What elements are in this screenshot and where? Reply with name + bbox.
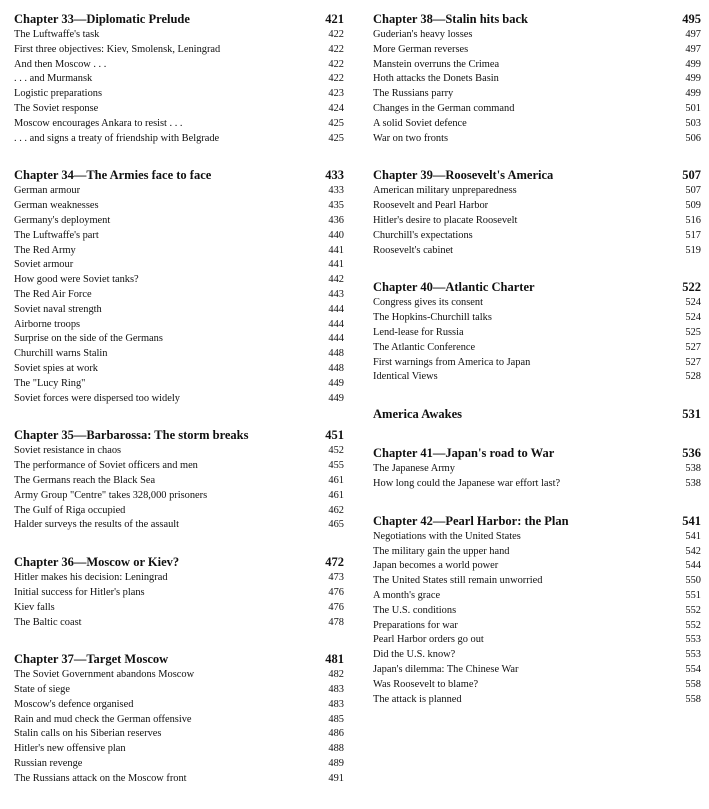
chapter-heading: [373, 514, 701, 529]
toc-entry: [14, 332, 344, 347]
entry-title: The United States still remain unworried: [373, 575, 543, 587]
entry-title: Airborne troops: [14, 318, 81, 330]
chapter-heading: [373, 280, 701, 295]
entry-title: Roosevelt's cabinet: [373, 244, 454, 256]
toc-entry: [14, 244, 344, 259]
entry-title: Moscow encourages Ankara to resist . . .: [14, 117, 183, 129]
chapter-title: Chapter 34—The Armies face to face: [14, 168, 212, 183]
chapter-block: [14, 652, 344, 786]
chapter-title: Chapter 33—Diplomatic Prelude: [14, 12, 190, 26]
entry-title: State of siege: [14, 684, 70, 696]
entry-title: The Red Air Force: [14, 288, 92, 300]
entry-page-number: 425: [328, 117, 344, 129]
entry-title: Guderian's heavy losses: [373, 29, 473, 40]
toc-entry: [373, 619, 701, 634]
entry-title: Surprise on the side of the Germans: [14, 333, 163, 345]
toc-entry: [14, 586, 344, 601]
chapter-heading: [14, 652, 344, 667]
chapter-heading: [14, 555, 344, 570]
toc-entry: [14, 616, 344, 631]
chapter-page-number: 421: [325, 12, 344, 26]
toc-entry: [14, 102, 344, 117]
toc-entry: [14, 474, 344, 489]
entry-page-number: 423: [328, 88, 344, 100]
entry-page-number: 486: [328, 728, 344, 740]
entry-title: German armour: [14, 185, 81, 197]
toc-entry: [14, 132, 344, 147]
entry-page-number: 455: [328, 460, 344, 472]
entry-page-number: 476: [328, 586, 344, 598]
entry-title: Lend-lease for Russia: [373, 326, 464, 338]
entry-page-number: 461: [328, 489, 344, 501]
toc-entry: [373, 648, 701, 663]
entry-title: Japan becomes a world power: [373, 560, 499, 572]
toc-entry: [14, 347, 344, 362]
toc-entry: [14, 214, 344, 229]
toc-entry: [373, 132, 701, 147]
entry-page-number: 554: [685, 663, 701, 675]
entry-title: The Soviet response: [14, 102, 99, 114]
entry-page-number: 528: [685, 371, 701, 383]
toc-entry: [373, 341, 701, 356]
entry-title: The Gulf of Riga occupied: [14, 504, 126, 516]
entry-page-number: 433: [328, 185, 344, 197]
entry-title: Manstein overruns the Crimea: [373, 58, 500, 70]
entry-page-number: 499: [685, 88, 701, 100]
entry-title: Identical Views: [373, 371, 438, 383]
toc-entry: [14, 392, 344, 407]
toc-entry: [14, 683, 344, 698]
entry-page-number: 527: [685, 356, 701, 368]
toc-entry: [14, 303, 344, 318]
entry-title: Soviet forces were dispersed too widely: [14, 392, 180, 404]
entry-title: First warnings from America to Japan: [373, 356, 531, 368]
toc-entry: [373, 589, 701, 604]
entry-page-number: 444: [328, 318, 344, 330]
entry-title: Stalin calls on his Siberian reserves: [14, 728, 162, 740]
chapter-block: [14, 168, 344, 406]
entry-title: Congress gives its consent: [373, 297, 483, 309]
entry-title: . . . and Murmansk: [14, 73, 93, 85]
entry-page-number: 482: [328, 669, 344, 681]
entry-title: Army Group "Centre" takes 328,000 prisoners: [14, 489, 208, 501]
toc-entry: [14, 28, 344, 43]
toc-entry: [14, 72, 344, 87]
toc-entry: [14, 377, 344, 392]
entry-page-number: 462: [328, 504, 344, 516]
entry-title: First three objectives: Kiev, Smolensk, Leningrad: [14, 43, 221, 55]
toc-entry: [373, 184, 701, 199]
toc-entry: [14, 772, 344, 787]
entry-title: Hitler's new offensive plan: [14, 743, 126, 755]
chapter-title: Chapter 35—Barbarossa: The storm breaks: [14, 428, 249, 443]
entry-title: . . . and signs a treaty of friendship with Belgrade: [14, 132, 220, 144]
toc-entry: [14, 184, 344, 199]
entry-title: The U.S. conditions: [373, 604, 457, 616]
chapter-heading: [14, 12, 344, 27]
toc-entry: [373, 678, 701, 693]
toc-entry: [14, 571, 344, 586]
entry-title: Russian revenge: [14, 758, 83, 770]
chapter-title: America Awakes: [373, 407, 462, 422]
entry-page-number: 461: [328, 474, 344, 486]
toc-entry: [14, 489, 344, 504]
entry-page-number: 553: [685, 634, 701, 646]
entry-page-number: 507: [685, 185, 701, 197]
entry-title: The Japanese Army: [373, 463, 455, 475]
entry-title: The Red Army: [14, 244, 76, 256]
chapter-heading: [14, 168, 344, 183]
entry-page-number: 558: [685, 678, 701, 690]
entry-title: Was Roosevelt to blame?: [373, 678, 479, 690]
toc-entry: [373, 43, 701, 58]
entry-title: The Germans reach the Black Sea: [14, 474, 156, 486]
entry-title: A solid Soviet defence: [373, 117, 467, 129]
entry-page-number: 542: [685, 545, 701, 557]
entry-page-number: 503: [685, 117, 701, 129]
toc-entry: [14, 318, 344, 333]
toc-entry: [373, 693, 701, 708]
entry-title: Moscow's defence organised: [14, 698, 134, 710]
entry-page-number: 544: [685, 560, 701, 572]
entry-page-number: 483: [328, 698, 344, 710]
chapter-heading: [373, 407, 701, 422]
entry-page-number: 538: [685, 477, 701, 489]
entry-page-number: 444: [328, 303, 344, 315]
entry-page-number: 422: [328, 43, 344, 55]
chapter-title: Chapter 38—Stalin hits back: [373, 12, 529, 26]
toc-entry: [14, 459, 344, 474]
chapter-page-number: 536: [682, 446, 701, 461]
entry-page-number: 441: [328, 259, 344, 271]
entry-title: The Atlantic Conference: [373, 341, 476, 353]
entry-title: The Luftwaffe's task: [14, 29, 100, 40]
entry-title: The Russians parry: [373, 88, 454, 100]
entry-page-number: 422: [328, 29, 344, 40]
entry-title: Roosevelt and Pearl Harbor: [373, 200, 489, 212]
toc-entry: [14, 742, 344, 757]
chapter-title: Chapter 39—Roosevelt's America: [373, 168, 554, 183]
chapter-block: [373, 446, 701, 492]
entry-page-number: 497: [685, 29, 701, 40]
toc-right-column: [373, 12, 701, 729]
entry-title: Changes in the German command: [373, 102, 515, 114]
chapter-block: [14, 12, 344, 146]
entry-title: Soviet armour: [14, 259, 74, 271]
toc-entry: [373, 117, 701, 132]
entry-page-number: 541: [685, 530, 701, 542]
entry-page-number: 435: [328, 200, 344, 212]
entry-page-number: 552: [685, 619, 701, 631]
entry-title: The attack is planned: [373, 693, 462, 705]
chapter-block: [14, 555, 344, 630]
toc-entry: [373, 545, 701, 560]
chapter-page-number: 522: [682, 280, 701, 295]
chapter-page-number: 541: [682, 513, 701, 528]
toc-entry: [14, 117, 344, 132]
entry-page-number: 442: [328, 274, 344, 286]
toc-entry: [373, 28, 701, 43]
entry-page-number: 425: [328, 132, 344, 144]
chapter-page-number: 481: [325, 652, 344, 667]
toc-entry: [373, 87, 701, 102]
toc-entry: [14, 87, 344, 102]
entry-title: Negotiations with the United States: [373, 530, 521, 542]
toc-entry: [14, 288, 344, 303]
chapter-block: [373, 514, 701, 708]
entry-page-number: 465: [328, 519, 344, 531]
toc-entry: [373, 72, 701, 87]
entry-title: The Soviet Government abandons Moscow: [14, 669, 195, 681]
entry-title: Rain and mud check the German offensive: [14, 713, 192, 725]
toc-entry: [373, 326, 701, 341]
entry-title: The Russians attack on the Moscow front: [14, 772, 187, 784]
entry-title: Kiev falls: [14, 601, 55, 613]
entry-page-number: 550: [685, 575, 701, 587]
toc-entry: [14, 518, 344, 533]
toc-entry: [373, 244, 701, 259]
chapter-heading: [373, 168, 701, 183]
entry-title: The Baltic coast: [14, 616, 82, 628]
toc-entry: [14, 229, 344, 244]
entry-page-number: 509: [685, 200, 701, 212]
entry-title: Japan's dilemma: The Chinese War: [373, 663, 519, 675]
toc-entry: [14, 698, 344, 713]
toc-entry: [14, 362, 344, 377]
entry-page-number: 485: [328, 713, 344, 725]
entry-page-number: 488: [328, 743, 344, 755]
entry-page-number: 551: [685, 589, 701, 601]
toc-entry: [14, 58, 344, 73]
chapter-page-number: 433: [325, 168, 344, 183]
entry-page-number: 553: [685, 649, 701, 661]
entry-title: How good were Soviet tanks?: [14, 274, 139, 286]
entry-page-number: 497: [685, 43, 701, 55]
entry-page-number: 524: [685, 297, 701, 309]
chapter-block: [14, 428, 344, 533]
entry-title: Churchill's expectations: [373, 229, 473, 241]
entry-title: Initial success for Hitler's plans: [14, 586, 145, 598]
entry-page-number: 519: [685, 244, 701, 256]
toc-entry: [373, 296, 701, 311]
toc-entry: [373, 229, 701, 244]
entry-page-number: 525: [685, 326, 701, 338]
entry-title: And then Moscow . . .: [14, 58, 107, 70]
entry-page-number: 516: [685, 214, 701, 226]
toc-entry: [373, 199, 701, 214]
entry-title: The Luftwaffe's part: [14, 229, 99, 241]
toc-entry: [14, 757, 344, 772]
toc-entry: [14, 444, 344, 459]
entry-page-number: 538: [685, 463, 701, 475]
entry-title: Hitler's desire to placate Roosevelt: [373, 214, 518, 226]
entry-page-number: 491: [328, 772, 344, 784]
entry-page-number: 436: [328, 214, 344, 226]
entry-page-number: 527: [685, 341, 701, 353]
entry-title: Did the U.S. know?: [373, 649, 456, 661]
chapter-title: Chapter 37—Target Moscow: [14, 652, 169, 667]
entry-title: War on two fronts: [373, 132, 449, 144]
entry-title: How long could the Japanese war effort last?: [373, 477, 561, 489]
toc-entry: [373, 102, 701, 117]
entry-title: Hitler makes his decision: Leningrad: [14, 572, 168, 584]
toc-entry: [14, 43, 344, 58]
chapter-heading: [373, 446, 701, 461]
entry-page-number: 473: [328, 572, 344, 584]
entry-page-number: 422: [328, 73, 344, 85]
toc-entry: [14, 727, 344, 742]
entry-title: Soviet spies at work: [14, 362, 98, 374]
entry-page-number: 483: [328, 684, 344, 696]
toc-entry: [14, 504, 344, 519]
entry-title: The military gain the upper hand: [373, 545, 510, 557]
toc-entry: [373, 574, 701, 589]
entry-page-number: 499: [685, 58, 701, 70]
entry-page-number: 441: [328, 244, 344, 256]
chapter-page-number: 451: [325, 428, 344, 443]
entry-page-number: 448: [328, 348, 344, 360]
entry-title: American military unpreparedness: [373, 185, 517, 197]
toc-entry: [14, 199, 344, 214]
entry-page-number: 524: [685, 312, 701, 324]
toc-left-column: [14, 12, 344, 809]
entry-title: The Hopkins-Churchill talks: [373, 312, 492, 324]
toc-entry: [373, 58, 701, 73]
entry-page-number: 452: [328, 445, 344, 457]
toc-entry: [373, 604, 701, 619]
entry-page-number: 506: [685, 132, 701, 144]
toc-entry: [373, 559, 701, 574]
chapter-block: [373, 280, 701, 385]
entry-page-number: 499: [685, 73, 701, 85]
entry-title: The performance of Soviet officers and men: [14, 460, 198, 472]
chapter-title: Chapter 42—Pearl Harbor: the Plan: [373, 513, 569, 528]
entry-page-number: 558: [685, 693, 701, 705]
toc-entry: [373, 370, 701, 385]
chapter-title: Chapter 36—Moscow or Kiev?: [14, 555, 180, 570]
toc-entry: [14, 258, 344, 273]
entry-page-number: 476: [328, 601, 344, 613]
entry-page-number: 501: [685, 102, 701, 114]
toc-entry: [373, 633, 701, 648]
entry-page-number: 440: [328, 229, 344, 241]
entry-title: Hoth attacks the Donets Basin: [373, 73, 499, 85]
entry-title: More German reverses: [373, 43, 469, 55]
toc-entry: [373, 477, 701, 492]
entry-title: Pearl Harbor orders go out: [373, 634, 484, 646]
chapter-page-number: 472: [325, 555, 344, 570]
toc-entry: [373, 462, 701, 477]
toc-entry: [373, 356, 701, 371]
chapter-block: [373, 12, 701, 146]
entry-title: Preparations for war: [373, 619, 458, 631]
entry-page-number: 448: [328, 362, 344, 374]
toc-entry: [14, 668, 344, 683]
chapter-heading: [373, 12, 701, 27]
entry-page-number: 424: [328, 102, 344, 114]
entry-title: Churchill warns Stalin: [14, 348, 108, 360]
entry-title: Halder surveys the results of the assault: [14, 519, 180, 531]
entry-page-number: 489: [328, 758, 344, 770]
entry-title: A month's grace: [373, 589, 441, 601]
entry-page-number: 422: [328, 58, 344, 70]
chapter-title: Chapter 41—Japan's road to War: [373, 446, 555, 461]
toc-entry: [373, 663, 701, 678]
entry-title: Logistic preparations: [14, 88, 103, 100]
entry-page-number: 449: [328, 377, 344, 389]
toc-entry: [14, 713, 344, 728]
entry-title: Soviet naval strength: [14, 303, 102, 315]
entry-page-number: 517: [685, 229, 701, 241]
entry-title: The "Lucy Ring": [14, 377, 86, 389]
toc-entry: [14, 273, 344, 288]
chapter-block: [373, 407, 701, 422]
chapter-page-number: 507: [682, 168, 701, 183]
entry-page-number: 552: [685, 604, 701, 616]
toc-entry: [14, 601, 344, 616]
chapter-page-number: 531: [682, 407, 701, 422]
chapter-page-number: 495: [682, 12, 701, 26]
chapter-title: Chapter 40—Atlantic Charter: [373, 280, 535, 295]
entry-page-number: 449: [328, 392, 344, 404]
toc-entry: [373, 214, 701, 229]
entry-page-number: 444: [328, 333, 344, 345]
chapter-block: [373, 168, 701, 258]
toc-entry: [373, 311, 701, 326]
entry-page-number: 443: [328, 288, 344, 300]
entry-title: Soviet resistance in chaos: [14, 445, 122, 457]
toc-entry: [373, 530, 701, 545]
entry-title: German weaknesses: [14, 200, 99, 212]
entry-title: Germany's deployment: [14, 214, 111, 226]
entry-page-number: 478: [328, 616, 344, 628]
chapter-heading: [14, 428, 344, 443]
